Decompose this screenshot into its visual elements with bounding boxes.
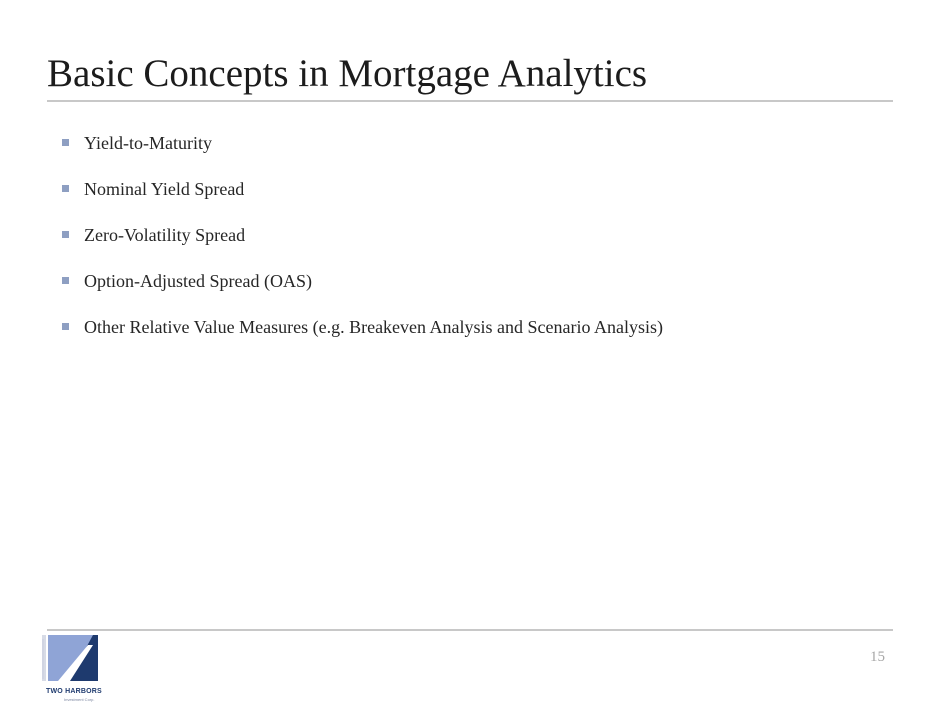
bullet-item [62, 131, 663, 177]
square-bullet-icon [62, 139, 69, 146]
bullet-item [62, 223, 663, 269]
slide-title: Basic Concepts in Mortgage Analytics [47, 52, 648, 95]
square-bullet-icon [62, 277, 69, 284]
bullet-list [62, 131, 663, 361]
bullet-item [62, 177, 663, 223]
square-bullet-icon [62, 231, 69, 238]
logo-wordmark: TWO HARBORS [46, 688, 102, 695]
bullet-text: Other Relative Value Measures (e.g. Breakeven Analysis and Scenario Analysis) [84, 317, 664, 337]
square-bullet-icon [62, 185, 69, 192]
title-divider [47, 100, 893, 102]
two-harbors-logo-icon [40, 633, 106, 689]
bullet-text: Nominal Yield Spread [84, 179, 245, 199]
company-logo [40, 633, 106, 703]
logo-subtitle: Investment Corp. [64, 697, 95, 702]
bullet-text: Zero-Volatility Spread [84, 225, 246, 245]
bullet-item [62, 269, 663, 315]
footer-divider [47, 629, 893, 631]
bullet-text: Yield-to-Maturity [84, 133, 212, 153]
bullet-item [62, 315, 663, 361]
bullet-text: Option-Adjusted Spread (OAS) [84, 271, 312, 291]
square-bullet-icon [62, 323, 69, 330]
page-number: 15 [870, 649, 885, 665]
